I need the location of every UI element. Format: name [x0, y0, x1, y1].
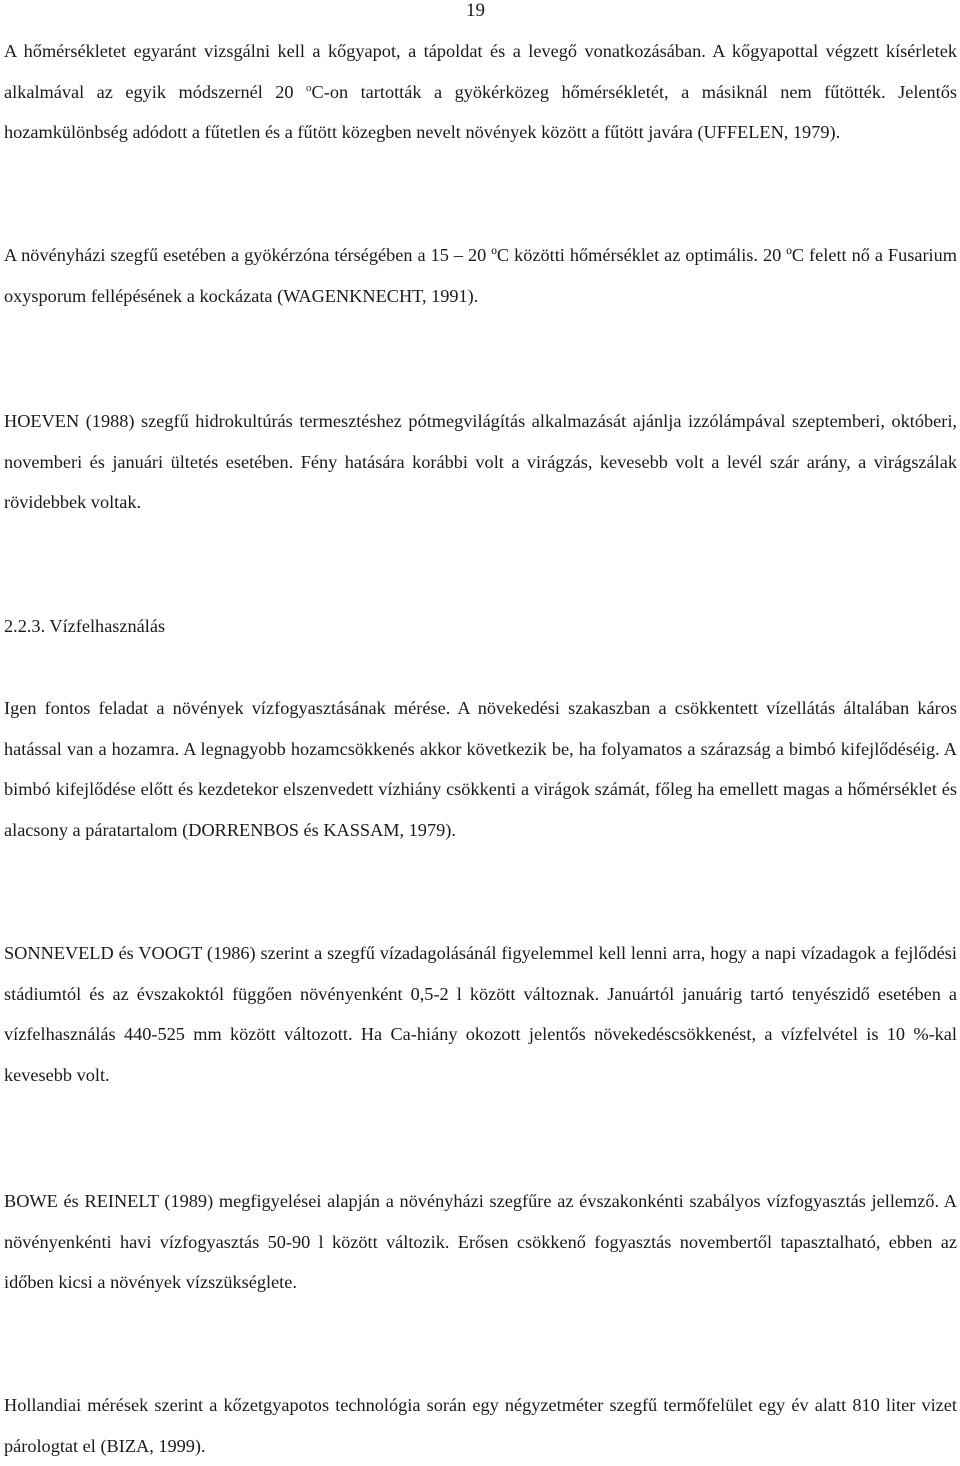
paragraph-bowe-reinelt: BOWE és REINELT (1989) megfigyelései alapján a növényházi szegfűre az évszakonkénti szabályos vízfogyasztás jellemző. A növényenkénti havi vízfogyasztás 50-90 l között változik. Erősen csökkenő fogyasztás novembertől tapasztalható, ebben az időben kicsi a növények vízszükséglete.	[4, 1191, 957, 1293]
paragraph-sonneveld-voogt: SONNEVELD és VOOGT (1986) szerint a szegfű vízadagolásánál figyelemmel kell lenni arra, hogy a napi vízadagok a fejlődési stádiumtól és az évszakoktól függően növényenként 0,5-2 l között változnak. Januártól januárig tartó tenyészidő esetében a vízfelhasználás 440-525 mm között változott. Ha Ca-hiány okozott jelentős növekedéscsökkenést, a vízfelvétel is 10 %-kal kevesebb volt.	[4, 943, 957, 1086]
page-number: 19	[466, 0, 485, 21]
paragraph-water-consumption: Igen fontos feladat a növények vízfogyasztásának mérése. A növekedési szakaszban a csökkentett vízellátás általában káros hatással van a hozamra. A legnagyobb hozamcsökkenés akkor következik be, ha folyamatos a szárazság a bimbó kifejlődéséig. A bimbó kifejlődése előtt és kezdetekor elszenvedett vízhiány csökkenti a virágok számát, főleg ha emellett magas a hőmérséklet és alacsony a páratartalom (DORRENBOS és KASSAM, 1979).	[4, 698, 957, 841]
paragraph-dutch-measurements: Hollandiai mérések szerint a kőzetgyapotos technológia során egy négyzetméter szegfű termőfelület egy év alatt 810 liter vizet párologtat el (BIZA, 1999).	[4, 1395, 957, 1456]
paragraph-temperature-rockwool: A hőmérsékletet egyaránt vizsgálni kell a kőgyapot, a tápoldat és a levegő vonatkozásában. A kőgyapottal végzett kísérletek alkalmával az egyik módszernél 20 $^o$C-on tartották a gyökérközeg hőmérsékletét, a másiknál nem fűtötték. Jelentős hozamkülönbség adódott a fűtetlen és a fűtött közegben nevelt növények között a fűtött javára (UFFELEN, 1979).	[4, 41, 957, 143]
paragraph-root-zone-temperature: A növényházi szegfű esetében a gyökérzóna térségében a 15 – 20 ºC közötti hőmérséklet az optimális. 20 ºC felett nő a Fusarium oxysporum fellépésének a kockázata (WAGENKNECHT, 1991).	[4, 245, 957, 306]
paragraph-supplementary-lighting: HOEVEN (1988) szegfű hidrokultúrás termesztéshez pótmegvilágítás alkalmazását ajánlja izzólámpával szeptemberi, októberi, novemberi és januári ültetés esetében. Fény hatására korábbi volt a virágzás, kevesebb volt a levél szár arány, a virágszálak rövidebbek voltak.	[4, 411, 957, 513]
superscript-degree: o	[306, 81, 312, 94]
section-heading: 2.2.3. Vízfelhasználás	[4, 616, 166, 636]
